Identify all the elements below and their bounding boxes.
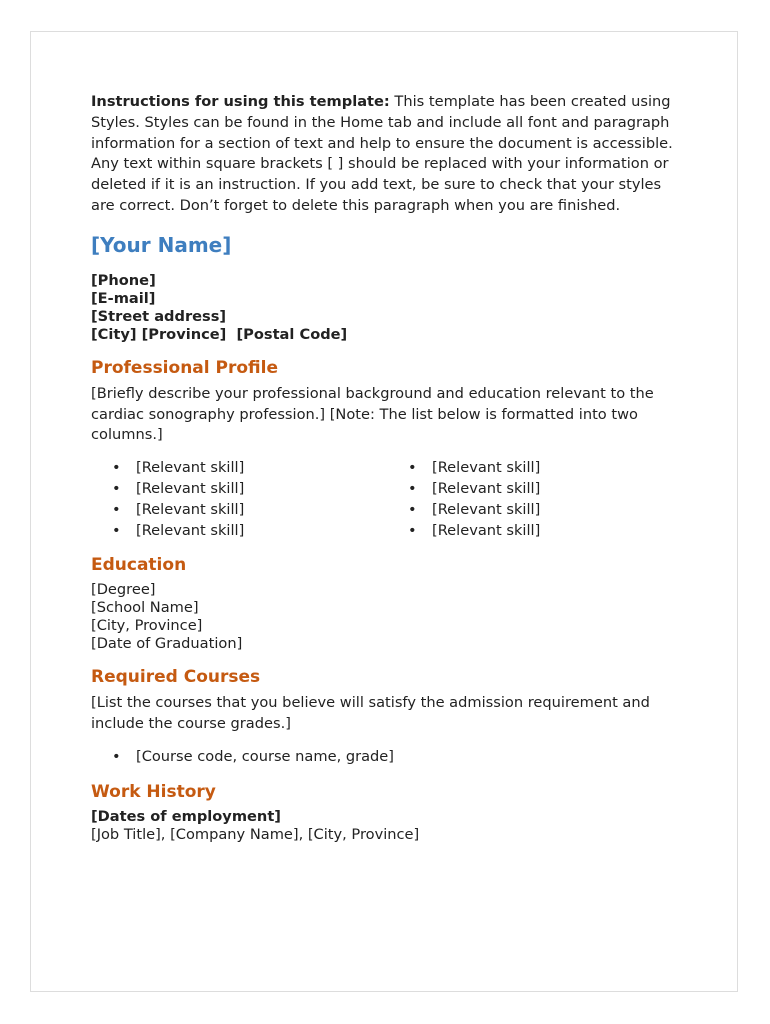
contact-block [91,272,683,344]
your-name-heading[interactable]: [Your Name] [91,232,232,257]
instructions-text: This template has been created using Styles. Styles can be found in the Home tab and include all font and paragraph information for a section of text and help to ensure the document is accessible. Any text within square brackets [ ] should be replaced with your information or deleted if it is an instruction. If you add text, be sure to check that your styles are correct. Don’t forget to delete this paragraph when you are finished. [91,93,673,214]
education-school[interactable]: [School Name] [91,599,199,617]
skills-columns [91,458,683,541]
professional-profile-section [91,356,683,542]
skill-item[interactable]: • [Relevant skill] [387,479,683,500]
skills-right-column [387,458,683,541]
skills-left-column [91,458,387,541]
professional-profile-heading: Professional Profile [91,357,278,378]
education-graduation-date[interactable]: [Date of Graduation] [91,635,243,653]
required-courses-heading: Required Courses [91,667,261,688]
education-degree[interactable]: [Degree] [91,581,156,599]
education-details [91,581,683,653]
skill-item[interactable]: • [Relevant skill] [91,521,387,542]
skill-item[interactable]: • [Relevant skill] [387,458,683,479]
work-history-heading: Work History [91,781,216,802]
employment-dates[interactable]: [Dates of employment] [91,807,281,825]
courses-list [91,747,683,768]
skill-item[interactable]: • [Relevant skill] [91,479,387,500]
instructions-label: Instructions for using this template: [91,93,390,110]
course-item[interactable]: • [Course code, course name, grade] [91,747,683,768]
contact-email[interactable]: [E-mail] [91,289,156,307]
required-courses-section [91,665,683,767]
document-content [91,92,683,844]
contact-phone[interactable]: [Phone] [91,271,156,289]
education-location[interactable]: [City, Province] [91,617,203,635]
skill-item[interactable]: • [Relevant skill] [91,500,387,521]
document-page [30,31,738,992]
profile-description[interactable]: [Briefly describe your professional background and education relevant to the cardiac sonography profession.] [Note: The list below is formatted into two columns.] [91,384,654,444]
instructions-paragraph[interactable] [91,92,683,217]
contact-street[interactable]: [Street address] [91,307,227,325]
education-heading: Education [91,555,187,576]
contact-city-province-postal[interactable]: [City] [Province] [Postal Code] [91,325,348,343]
skill-item[interactable]: • [Relevant skill] [387,500,683,521]
education-section [91,553,683,653]
work-history-details [91,808,683,844]
courses-description[interactable]: [List the courses that you believe will satisfy the admission requirement and include the course grades.] [91,694,650,733]
skill-item[interactable]: • [Relevant skill] [91,458,387,479]
job-details[interactable]: [Job Title], [Company Name], [City, Province] [91,825,420,843]
skill-item[interactable]: • [Relevant skill] [387,521,683,542]
work-history-section [91,780,683,844]
